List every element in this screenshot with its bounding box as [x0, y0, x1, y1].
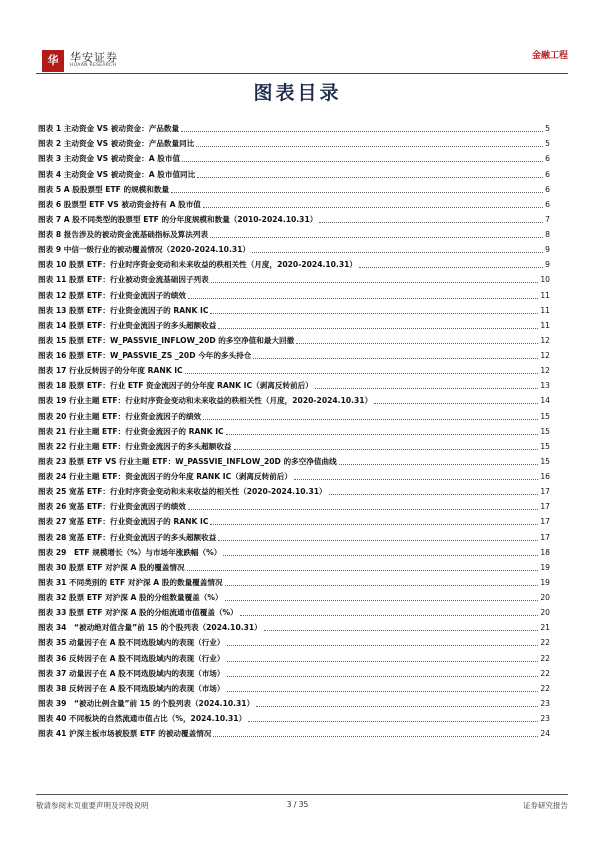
toc-dot-leader: [188, 298, 538, 299]
toc-entry-page: 6: [545, 154, 550, 164]
toc-entry-page: 6: [545, 199, 550, 209]
toc-entry-label: 图表 36 反转因子在 A 股不同选股域内的表现（行业）: [38, 653, 225, 663]
toc-entry-label: 图表 7 A 股不同类型的股票型 ETF 的分年度规模和数量（2010-2024.10.31）: [38, 214, 318, 224]
toc-entry-label: 图表 40 不同板块的自然流通市值占比（%，2024.10.31）: [38, 714, 247, 723]
table-of-figures: [38, 119, 550, 739]
toc-entry-page: 7: [545, 214, 550, 224]
toc-dot-leader: [210, 524, 538, 525]
toc-entry[interactable]: [38, 497, 550, 512]
toc-dot-leader: [213, 736, 538, 737]
toc-entry-page: 11: [540, 320, 550, 330]
toc-entry-page: 12: [540, 351, 550, 360]
toc-entry-page: 22: [540, 668, 550, 678]
toc-dot-leader: [203, 419, 538, 420]
toc-dot-leader: [253, 358, 538, 359]
toc-entry-label: 图表 26 宽基 ETF：行业资金流因子的绩效: [38, 502, 186, 512]
toc-entry[interactable]: [38, 679, 550, 694]
toc-entry[interactable]: [38, 437, 550, 452]
toc-entry-label: 图表 9 中信一级行业的被动覆盖情况（2020-2024.10.31）: [38, 245, 250, 255]
toc-entry[interactable]: [38, 255, 550, 270]
toc-entry[interactable]: [38, 588, 550, 603]
toc-entry[interactable]: [38, 225, 550, 240]
toc-entry-label: 图表 25 宽基 ETF：行业时序资金变动和未来收益的相关性（2020-2024.10.31）: [38, 487, 327, 497]
toc-entry[interactable]: [38, 391, 550, 406]
toc-entry-label: 图表 23 股票 ETF VS 行业主题 ETF：W_PASSVIE_INFLOW_20D 的多空净值曲线: [38, 456, 337, 466]
toc-entry-page: 20: [540, 608, 550, 618]
toc-dot-leader: [227, 645, 539, 646]
toc-entry[interactable]: [38, 346, 550, 361]
toc-entry[interactable]: [38, 270, 550, 285]
toc-dot-leader: [226, 434, 539, 435]
toc-entry-page: 20: [540, 593, 550, 602]
toc-dot-leader: [319, 222, 543, 223]
toc-entry-label: 图表 38 反转因子在 A 股不同选股域内的表现（市场）: [38, 683, 225, 693]
toc-dot-leader: [329, 494, 539, 495]
toc-dot-leader: [181, 131, 543, 132]
toc-entry-page: 8: [545, 230, 550, 239]
toc-entry-page: 6: [545, 184, 550, 194]
toc-entry-label: 图表 41 沪深主板市场被股票 ETF 的被动覆盖情况: [38, 729, 212, 739]
toc-entry-page: 15: [540, 411, 550, 421]
toc-entry[interactable]: [38, 558, 550, 573]
toc-entry-label: 图表 34 “被动绝对值含量”前 15 的个股列表（2024.10.31）: [38, 623, 262, 633]
toc-entry-label: 图表 19 行业主题 ETF：行业时序资金变动和未来收益的秩相关性（月度，2020-2024.10.31）: [38, 396, 373, 406]
toc-entry[interactable]: [38, 648, 550, 663]
toc-entry-page: 11: [540, 305, 550, 315]
toc-entry-label: 图表 24 行业主题 ETF：资金流因子的分年度 RANK IC（剥离反转前后）: [38, 472, 292, 481]
toc-dot-leader: [171, 192, 543, 193]
page-title: 图表目录: [253, 82, 342, 104]
toc-entry-label: 图表 29 ETF 规模增长（%）与市场年涨跌幅（%）: [38, 547, 222, 557]
toc-entry[interactable]: [38, 422, 550, 437]
toc-dot-leader: [210, 237, 543, 238]
toc-entry[interactable]: [38, 512, 550, 527]
toc-dot-leader: [234, 449, 539, 450]
toc-entry[interactable]: [38, 331, 550, 346]
toc-dot-leader: [240, 615, 539, 616]
toc-dot-leader: [203, 207, 543, 208]
toc-entry-page: 5: [545, 124, 550, 134]
toc-entry-label: 图表 22 行业主题 ETF：行业资金流因子的多头超额收益: [38, 441, 232, 451]
toc-entry[interactable]: [38, 664, 550, 679]
toc-dot-leader: [264, 630, 539, 631]
toc-entry-label: 图表 8 报告涉及的被动资金流基础指标及算法列表: [38, 230, 209, 239]
toc-entry-page: 23: [540, 698, 550, 708]
toc-entry[interactable]: [38, 603, 550, 618]
toc-dot-leader: [227, 661, 539, 662]
toc-entry[interactable]: [38, 285, 550, 300]
toc-entry-page: 15: [540, 441, 550, 451]
toc-entry[interactable]: [38, 376, 550, 391]
toc-dot-leader: [210, 313, 538, 314]
toc-entry-page: 12: [540, 366, 550, 376]
toc-entry-page: 16: [540, 472, 550, 481]
toc-dot-leader: [374, 403, 538, 404]
toc-entry-page: 9: [545, 260, 550, 270]
toc-entry-page: 24: [540, 729, 550, 739]
toc-entry-label: 图表 17 行业反转因子的分年度 RANK IC: [38, 366, 183, 376]
toc-entry[interactable]: [38, 210, 550, 225]
toc-entry-label: 图表 21 行业主题 ETF：行业资金流因子的 RANK IC: [38, 426, 224, 436]
toc-dot-leader: [225, 585, 539, 586]
toc-entry[interactable]: [38, 164, 550, 179]
toc-entry[interactable]: [38, 709, 550, 724]
toc-entry-page: 17: [540, 502, 550, 512]
toc-entry[interactable]: [38, 180, 550, 195]
toc-entry[interactable]: [38, 527, 550, 542]
toc-entry-label: 图表 30 股票 ETF 对沪深 A 股的覆盖情况: [38, 562, 185, 572]
toc-entry[interactable]: [38, 543, 550, 558]
toc-dot-leader: [223, 555, 538, 556]
toc-entry[interactable]: [38, 694, 550, 709]
toc-entry[interactable]: [38, 406, 550, 421]
toc-entry-page: 14: [540, 396, 550, 406]
toc-entry[interactable]: [38, 240, 550, 255]
toc-entry-page: 11: [540, 290, 550, 300]
toc-dot-leader: [185, 373, 539, 374]
toc-dot-leader: [315, 388, 539, 389]
toc-entry[interactable]: [38, 301, 550, 316]
toc-entry[interactable]: [38, 316, 550, 331]
toc-dot-leader: [211, 282, 539, 283]
toc-entry-label: 图表 13 股票 ETF：行业资金流因子的 RANK IC: [38, 305, 209, 315]
toc-entry[interactable]: [38, 724, 550, 739]
toc-entry-label: 图表 4 主动资金 VS 被动资金：A 股市值同比: [38, 169, 196, 179]
toc-dot-leader: [225, 600, 539, 601]
toc-entry-label: 图表 20 行业主题 ETF：行业资金流因子的绩效: [38, 411, 202, 421]
toc-dot-leader: [196, 146, 543, 147]
toc-entry[interactable]: [38, 618, 550, 633]
toc-entry-label: 图表 3 主动资金 VS 被动资金：A 股市值: [38, 154, 181, 164]
footer-divider: [36, 794, 568, 795]
toc-entry-page: 22: [540, 653, 550, 663]
toc-entry-page: 15: [540, 426, 550, 436]
toc-entry-label: 图表 37 动量因子在 A 股不同选股域内的表现（市场）: [38, 668, 225, 678]
toc-entry-page: 6: [545, 169, 550, 179]
toc-entry[interactable]: [38, 119, 550, 134]
toc-entry-label: 图表 10 股票 ETF：行业时序资金变动和未来收益的秩相关性（月度，2020-2024.10.31）: [38, 260, 358, 270]
toc-dot-leader: [218, 540, 538, 541]
toc-dot-leader: [339, 464, 539, 465]
toc-entry-label: 图表 18 股票 ETF：行业 ETF 资金流因子的分年度 RANK IC（剥离反转前后）: [38, 381, 313, 391]
toc-entry-page: 22: [540, 683, 550, 693]
header-divider: [36, 73, 568, 74]
toc-entry-label: 图表 15 股票 ETF：W_PASSVIE_INFLOW_20D 的多空净值和最大回撤: [38, 335, 295, 345]
toc-entry-label: 图表 16 股票 ETF：W_PASSVIE_ZS _20D 今年的多头持仓: [38, 351, 252, 360]
brand-name: 华安证券: [70, 51, 118, 64]
toc-dot-leader: [182, 161, 543, 162]
toc-entry-label: 图表 39 “被动比例含量”前 15 的个股列表（2024.10.31）: [38, 698, 255, 708]
toc-dot-leader: [256, 706, 538, 707]
toc-entry[interactable]: [38, 482, 550, 497]
toc-entry-label: 图表 11 股票 ETF：行业被动资金流基础因子列表: [38, 275, 209, 285]
toc-entry-page: 17: [540, 517, 550, 527]
toc-entry-page: 15: [540, 456, 550, 466]
toc-dot-leader: [227, 691, 539, 692]
toc-entry-page: 23: [540, 714, 550, 723]
footer-page-number: 3 / 35: [286, 800, 309, 809]
toc-entry-page: 17: [540, 487, 550, 497]
toc-entry-label: 图表 33 股票 ETF 对沪深 A 股的分组流通市值覆盖（%）: [38, 608, 238, 618]
toc-entry-label: 图表 5 A 股股票型 ETF 的规模和数量: [38, 184, 170, 194]
toc-dot-leader: [218, 328, 538, 329]
toc-entry-page: 19: [540, 577, 550, 587]
footer-report-type: 证券研究报告: [523, 801, 568, 810]
toc-entry-page: 22: [540, 638, 550, 648]
toc-entry[interactable]: [38, 467, 550, 482]
toc-entry-label: 图表 35 动量因子在 A 股不同选股域内的表现（行业）: [38, 638, 225, 648]
toc-entry-page: 12: [540, 335, 550, 345]
toc-entry-label: 图表 12 股票 ETF：行业资金流因子的绩效: [38, 290, 186, 300]
toc-entry-label: 图表 6 股票型 ETF VS 被动资金持有 A 股市值: [38, 199, 201, 209]
toc-entry-page: 19: [540, 562, 550, 572]
toc-entry-page: 21: [540, 623, 550, 633]
toc-entry-label: 图表 28 宽基 ETF：行业资金流因子的多头超额收益: [38, 532, 217, 542]
toc-dot-leader: [187, 570, 539, 571]
toc-dot-leader: [188, 509, 538, 510]
toc-entry-page: 17: [540, 532, 550, 542]
toc-dot-leader: [197, 177, 543, 178]
section-label: 金融工程: [531, 51, 568, 61]
toc-entry-page: 18: [540, 547, 550, 557]
toc-entry[interactable]: [38, 452, 550, 467]
toc-entry[interactable]: [38, 573, 550, 588]
toc-entry-page: 5: [545, 139, 550, 149]
toc-dot-leader: [296, 343, 538, 344]
toc-dot-leader: [359, 267, 543, 268]
toc-dot-leader: [252, 252, 543, 253]
toc-entry[interactable]: [38, 149, 550, 164]
toc-entry[interactable]: [38, 195, 550, 210]
toc-entry[interactable]: [38, 633, 550, 648]
toc-entry-page: 9: [545, 245, 550, 255]
toc-entry[interactable]: [38, 361, 550, 376]
toc-entry-page: 10: [540, 275, 550, 285]
toc-entry-label: 图表 1 主动资金 VS 被动资金：产品数量: [38, 124, 180, 134]
toc-entry-page: 13: [540, 381, 550, 391]
toc-entry-label: 图表 2 主动资金 VS 被动资金：产品数量同比: [38, 139, 195, 149]
logo-mark: 华: [42, 50, 64, 72]
toc-dot-leader: [294, 479, 538, 480]
toc-entry-label: 图表 27 宽基 ETF：行业资金流因子的 RANK IC: [38, 517, 209, 527]
brand-subtitle: HUAAN RESEARCH: [70, 63, 117, 68]
page-header: [36, 0, 568, 76]
toc-entry-label: 图表 14 股票 ETF：行业资金流因子的多头超额收益: [38, 320, 217, 330]
toc-dot-leader: [227, 676, 539, 677]
footer-disclaimer: 敬请参阅末页重要声明及评级说明: [36, 801, 149, 810]
toc-dot-leader: [248, 721, 538, 722]
toc-entry-label: 图表 31 不同类别的 ETF 对沪深 A 股的数量覆盖情况: [38, 577, 223, 587]
toc-entry-label: 图表 32 股票 ETF 对沪深 A 股的分组数量覆盖（%）: [38, 593, 223, 602]
toc-entry[interactable]: [38, 134, 550, 149]
